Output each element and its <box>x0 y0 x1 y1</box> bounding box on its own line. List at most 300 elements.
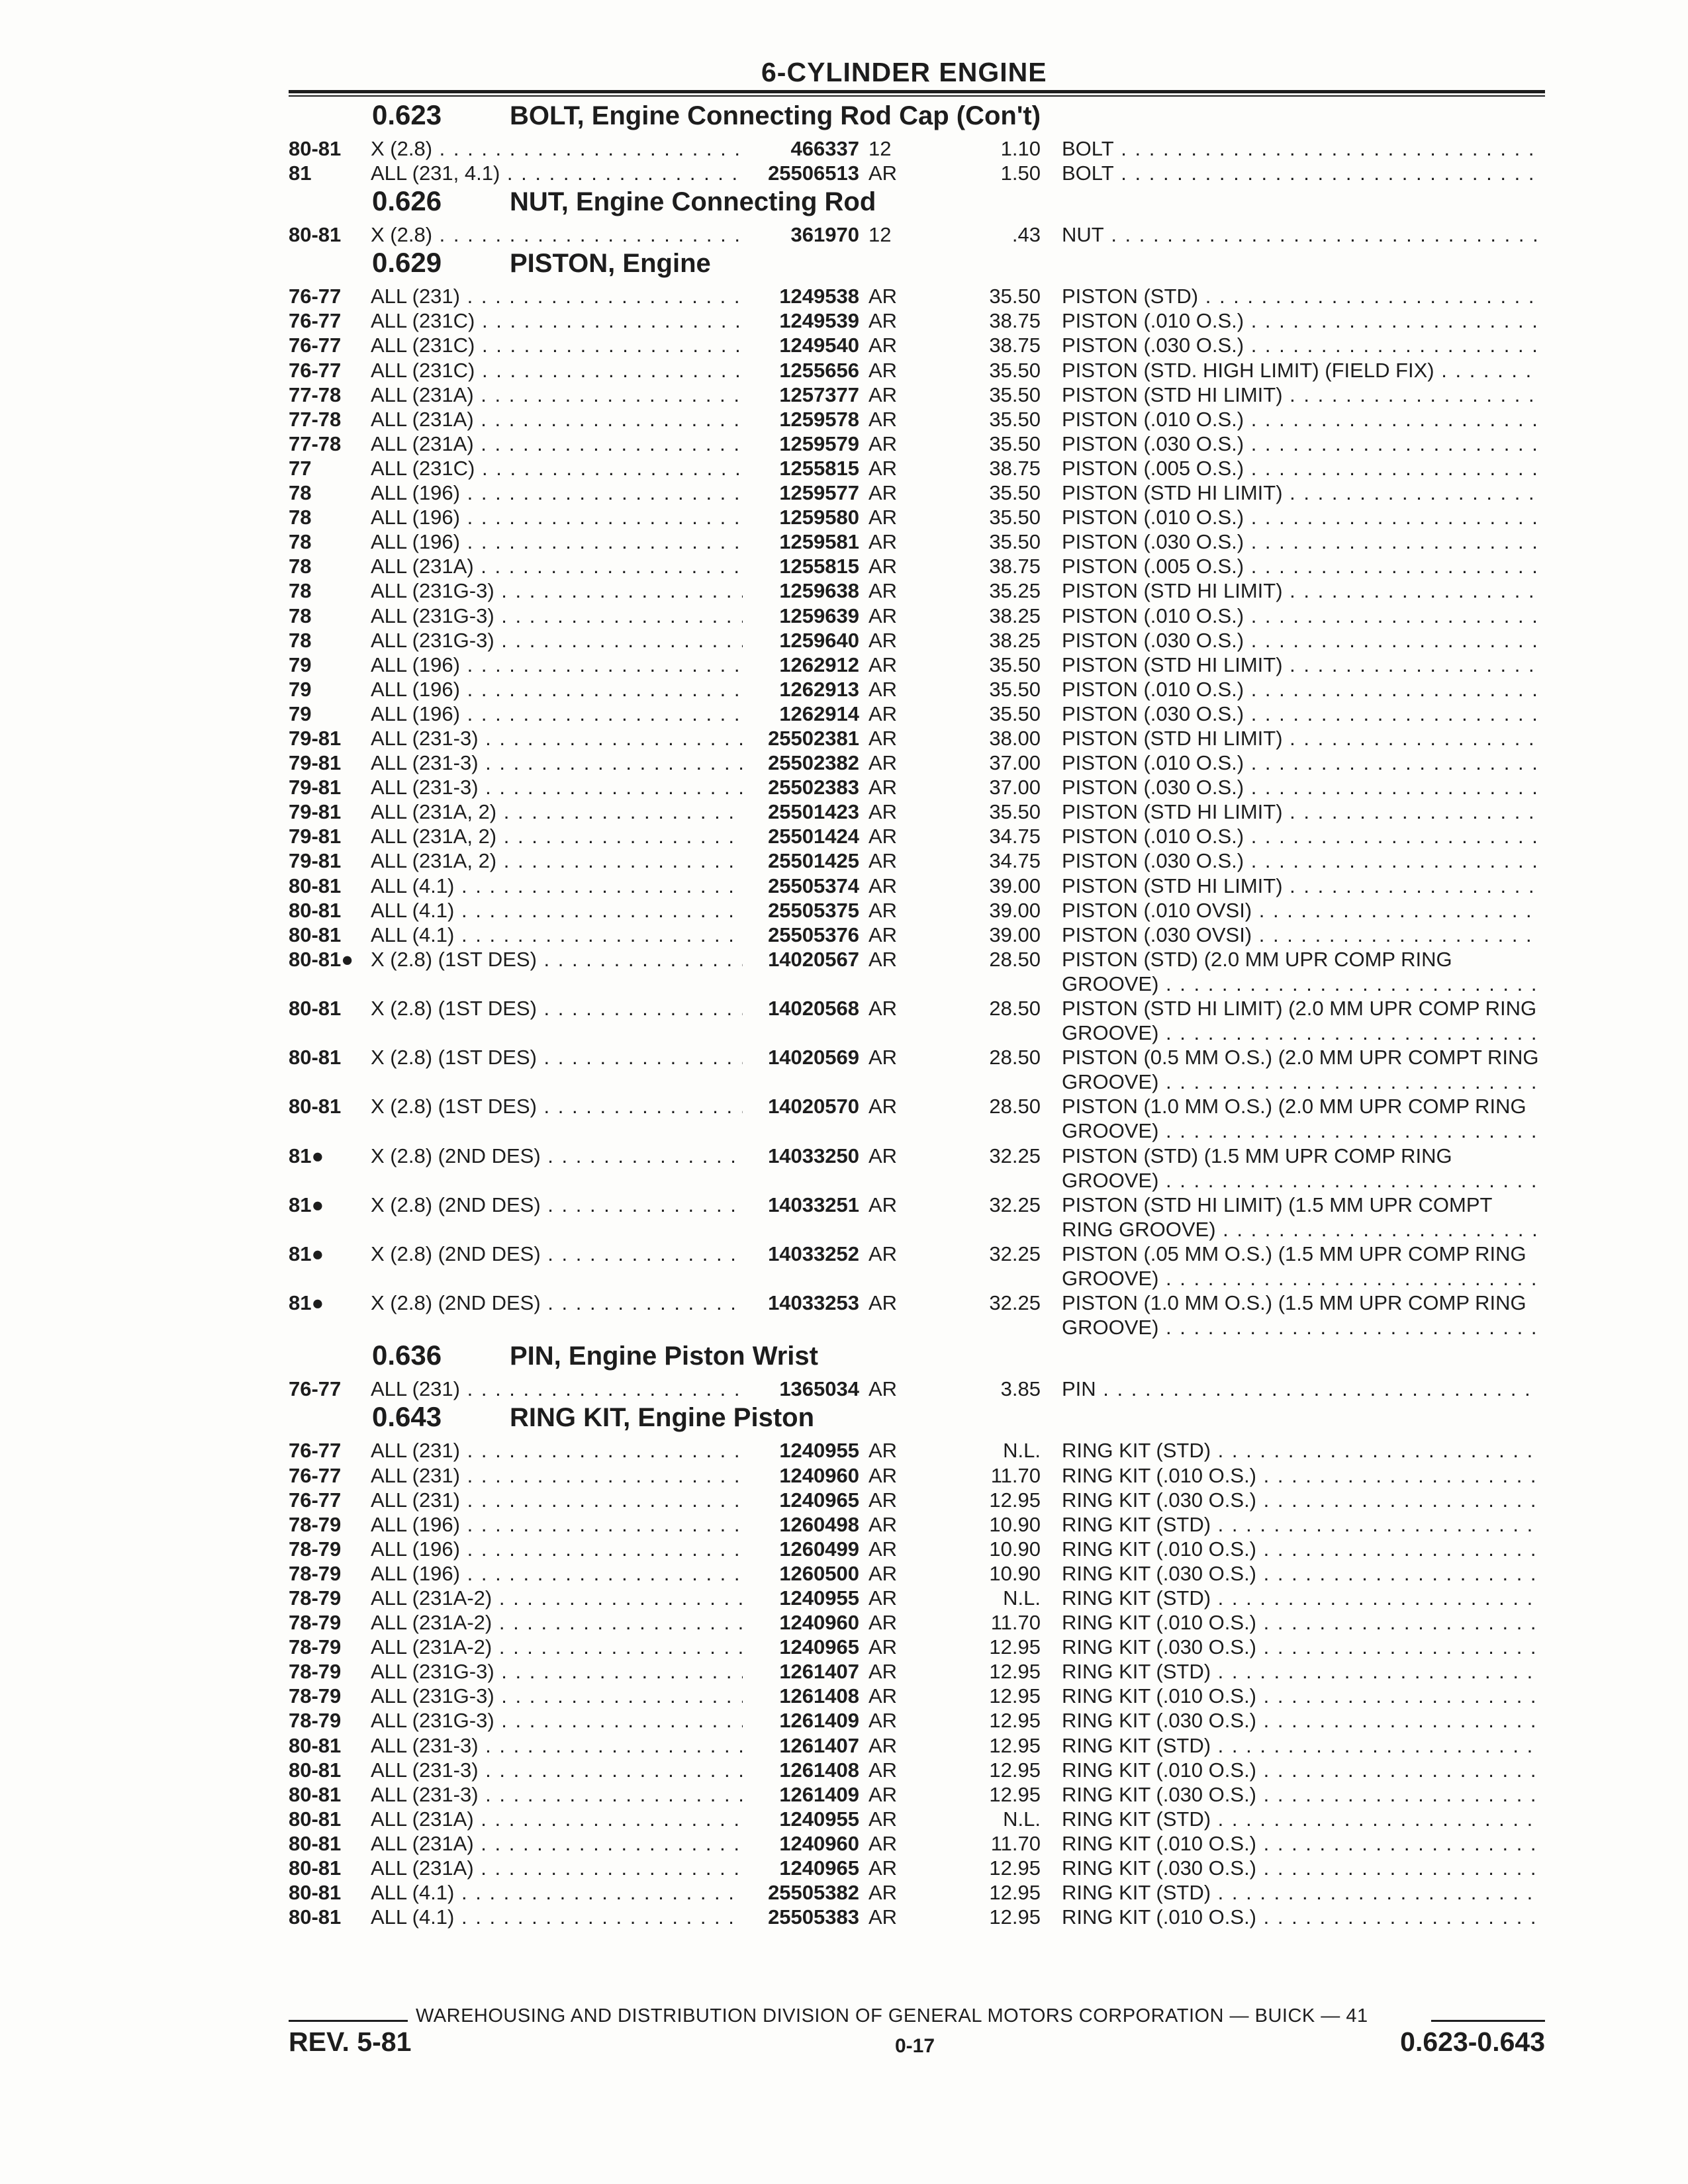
part-description: RING KIT (STD) . . . <box>1062 1733 1545 1758</box>
model-engine: ALL (231C) . . . <box>371 358 743 383</box>
model-year: 78-79 <box>289 1684 342 1708</box>
footer-rule-right <box>1431 2020 1545 2022</box>
quantity: AR <box>868 997 898 1020</box>
parts-row <box>289 1242 1545 1291</box>
part-description: PISTON (.010 O.S.) . . . <box>1062 505 1545 529</box>
group-number: 0.623 <box>372 99 442 130</box>
parts-row <box>289 505 1545 529</box>
model-year: 76-77 <box>289 309 342 333</box>
model-engine: ALL (196) . . . <box>371 677 743 702</box>
quantity: AR <box>868 726 898 750</box>
price: 12.95 <box>989 1782 1041 1806</box>
parts-row <box>289 1463 1545 1488</box>
quantity: AR <box>868 1463 898 1487</box>
quantity: AR <box>868 800 898 824</box>
quantity: AR <box>868 776 898 799</box>
price: 38.25 <box>989 604 1041 627</box>
parts-catalog <box>289 99 1545 1929</box>
quantity: AR <box>868 898 898 922</box>
part-number: 1261407 <box>775 1659 859 1684</box>
parts-row <box>289 824 1545 848</box>
part-description: PISTON (STD) (1.5 MM UPR COMP RING GROOVE) . . . <box>1062 1144 1545 1193</box>
part-number: 1259579 <box>775 432 859 456</box>
model-year: 80-81 <box>289 1758 342 1782</box>
quantity: AR <box>868 947 898 971</box>
part-description: RING KIT (.010 O.S.) . . . <box>1062 1684 1545 1708</box>
part-number: 1255656 <box>775 358 859 383</box>
model-engine: ALL (231C) . . . <box>371 333 743 357</box>
price: 12.95 <box>989 1684 1041 1708</box>
model-year: 79-81 <box>289 751 342 775</box>
parts-row <box>289 1377 1545 1401</box>
price: 35.50 <box>989 506 1041 529</box>
price: 10.90 <box>989 1512 1041 1536</box>
quantity: AR <box>868 1193 898 1216</box>
part-number: 1240965 <box>775 1488 859 1512</box>
parts-row <box>289 1561 1545 1586</box>
part-number: 25502382 <box>764 751 859 775</box>
price: 32.25 <box>989 1291 1041 1315</box>
header-rule <box>289 90 1545 93</box>
model-year: 78 <box>289 604 312 627</box>
model-engine: ALL (196) . . . <box>371 1537 743 1561</box>
part-description: RING KIT (STD) . . . <box>1062 1880 1545 1905</box>
model-engine: ALL (196) . . . <box>371 1561 743 1586</box>
part-description: RING KIT (.010 O.S.) . . . <box>1062 1905 1545 1929</box>
parts-row <box>289 1291 1545 1340</box>
model-engine: ALL (231A-2) . . . <box>371 1586 743 1610</box>
part-description: PISTON (STD) (2.0 MM UPR COMP RING GROOVE) . . . <box>1062 947 1545 996</box>
price: 35.50 <box>989 800 1041 824</box>
model-engine: X (2.8) (1ST DES) . . . <box>371 947 743 972</box>
model-engine: X (2.8) (2ND DES) . . . <box>371 1193 743 1217</box>
model-year: 78-79 <box>289 1709 342 1733</box>
parts-row <box>289 578 1545 603</box>
price: 10.90 <box>989 1561 1041 1585</box>
footer-rule-left <box>289 2020 408 2022</box>
quantity: AR <box>868 1782 898 1806</box>
quantity: AR <box>868 334 898 357</box>
quantity: AR <box>868 849 898 873</box>
model-year: 81● <box>289 1291 324 1315</box>
part-number: 1261409 <box>775 1708 859 1733</box>
price: 32.25 <box>989 1242 1041 1265</box>
price: N.L. <box>1003 1807 1041 1831</box>
quantity: 12 <box>868 223 892 247</box>
quantity: AR <box>868 1831 898 1855</box>
parts-row <box>289 1438 1545 1463</box>
price: 11.70 <box>990 1831 1041 1855</box>
quantity: AR <box>868 383 898 406</box>
part-description: RING KIT (.010 O.S.) . . . <box>1062 1758 1545 1782</box>
part-description: PISTON (.010 O.S.) . . . <box>1062 604 1545 628</box>
model-engine: ALL (231-3) . . . <box>371 775 743 799</box>
part-number: 1255815 <box>775 456 859 480</box>
parts-row <box>289 456 1545 480</box>
quantity: AR <box>868 628 898 652</box>
part-number: 1240955 <box>775 1438 859 1463</box>
parts-row <box>289 1831 1545 1856</box>
quantity: AR <box>868 1291 898 1315</box>
part-number: 14033253 <box>764 1291 859 1315</box>
part-number: 1259580 <box>775 505 859 529</box>
parts-row <box>289 898 1545 923</box>
model-year: 78-79 <box>289 1635 342 1659</box>
part-description: PISTON (.030 O.S.) . . . <box>1062 628 1545 653</box>
model-engine: ALL (231G-3) . . . <box>371 1684 743 1708</box>
part-description: PISTON (.030 O.S.) . . . <box>1062 848 1545 873</box>
model-year: 79-81 <box>289 776 342 799</box>
parts-row <box>289 923 1545 947</box>
price: 35.50 <box>989 432 1041 455</box>
quantity: AR <box>868 825 898 848</box>
model-year: 76-77 <box>289 358 342 382</box>
part-description: RING KIT (.030 O.S.) . . . <box>1062 1488 1545 1512</box>
price: 35.50 <box>989 358 1041 382</box>
quantity: AR <box>868 1586 898 1610</box>
quantity: AR <box>868 874 898 897</box>
quantity: AR <box>868 604 898 627</box>
price: 38.25 <box>989 628 1041 652</box>
parts-row <box>289 1684 1545 1708</box>
price: 35.50 <box>989 481 1041 505</box>
part-number: 14020567 <box>764 947 859 972</box>
parts-row <box>289 1144 1545 1193</box>
quantity: AR <box>868 285 898 308</box>
model-year: 78 <box>289 481 312 505</box>
part-number: 14020570 <box>764 1094 859 1118</box>
model-year: 77-78 <box>289 383 342 406</box>
model-engine: ALL (231) . . . <box>371 1488 743 1512</box>
parts-row <box>289 775 1545 799</box>
price: 35.50 <box>989 702 1041 725</box>
footer-division-text: WAREHOUSING AND DISTRIBUTION DIVISION OF GENERAL MOTORS CORPORATION — BUICK — 41 <box>416 2005 1368 2026</box>
price: .43 <box>1011 223 1041 247</box>
price: 12.95 <box>989 1905 1041 1929</box>
quantity: AR <box>868 1611 898 1635</box>
part-description: PISTON (.030 O.S.) . . . <box>1062 432 1545 456</box>
price: 10.90 <box>989 1537 1041 1561</box>
model-engine: ALL (196) . . . <box>371 702 743 726</box>
model-year: 81● <box>289 1193 324 1216</box>
model-year: 80-81 <box>289 1095 342 1118</box>
model-engine: ALL (231G-3) . . . <box>371 604 743 628</box>
part-description: PISTON (.030 O.S.) . . . <box>1062 529 1545 554</box>
model-engine: ALL (231G-3) . . . <box>371 1708 743 1733</box>
part-description: PISTON (.010 O.S.) . . . <box>1062 751 1545 775</box>
part-description: PISTON (STD. HIGH LIMIT) (FIELD FIX) . . . <box>1062 358 1545 383</box>
part-description: PISTON (.030 O.S.) . . . <box>1062 702 1545 726</box>
group-title: NUT, Engine Connecting Rod <box>510 187 876 217</box>
part-number: 361970 <box>787 222 859 247</box>
parts-row <box>289 383 1545 407</box>
part-description: PIN . . . <box>1062 1377 1545 1401</box>
part-number: 1261408 <box>775 1758 859 1782</box>
group-range: 0.623-0.643 <box>1400 2026 1545 2057</box>
model-engine: ALL (231A) . . . <box>371 1856 743 1880</box>
parts-row <box>289 996 1545 1045</box>
part-number: 14020569 <box>764 1045 859 1069</box>
parts-row <box>289 333 1545 357</box>
quantity: AR <box>868 555 898 578</box>
parts-row <box>289 554 1545 578</box>
part-description: BOLT . . . <box>1062 161 1545 185</box>
model-year: 78 <box>289 628 312 652</box>
parts-row <box>289 1880 1545 1905</box>
part-number: 1259638 <box>775 578 859 603</box>
parts-row <box>289 1856 1545 1880</box>
part-description: RING KIT (.030 O.S.) . . . <box>1062 1708 1545 1733</box>
model-year: 80-81 <box>289 898 342 922</box>
group-heading <box>289 185 1545 222</box>
part-number: 25505374 <box>764 874 859 898</box>
model-year: 76-77 <box>289 1439 342 1463</box>
part-description: PISTON (.010 O.S.) . . . <box>1062 824 1545 848</box>
part-number: 25501423 <box>764 799 859 824</box>
part-description: PISTON (STD HI LIMIT) . . . <box>1062 874 1545 898</box>
part-number: 1240965 <box>775 1856 859 1880</box>
model-year: 79 <box>289 653 312 676</box>
parts-row <box>289 677 1545 702</box>
price: 34.75 <box>989 825 1041 848</box>
model-engine: ALL (231C) . . . <box>371 456 743 480</box>
model-engine: ALL (231A, 2) . . . <box>371 799 743 824</box>
price: 12.95 <box>989 1488 1041 1512</box>
model-year: 80-81 <box>289 137 342 160</box>
price: 32.25 <box>989 1144 1041 1167</box>
part-description: RING KIT (.030 O.S.) . . . <box>1062 1856 1545 1880</box>
model-engine: ALL (196) . . . <box>371 653 743 677</box>
model-year: 80-81 <box>289 997 342 1020</box>
model-year: 81 <box>289 161 312 185</box>
quantity: AR <box>868 1758 898 1782</box>
part-number: 1249539 <box>775 308 859 333</box>
part-number: 1257377 <box>775 383 859 407</box>
part-number: 14033250 <box>764 1144 859 1168</box>
model-year: 80-81 <box>289 1881 342 1905</box>
part-description: PISTON (STD HI LIMIT) (1.5 MM UPR COMPT RING GROOVE) . . . <box>1062 1193 1545 1242</box>
part-description: RING KIT (STD) . . . <box>1062 1586 1545 1610</box>
price: 28.50 <box>989 997 1041 1020</box>
model-year: 76-77 <box>289 285 342 308</box>
parts-row <box>289 947 1545 996</box>
price: 12.95 <box>989 1758 1041 1782</box>
quantity: AR <box>868 1488 898 1512</box>
part-description: PISTON (STD HI LIMIT) . . . <box>1062 653 1545 677</box>
model-engine: ALL (231) . . . <box>371 1438 743 1463</box>
model-engine: ALL (231) . . . <box>371 1377 743 1401</box>
quantity: AR <box>868 1512 898 1536</box>
price: N.L. <box>1003 1586 1041 1610</box>
model-year: 80-81 <box>289 223 342 247</box>
part-description: RING KIT (.010 O.S.) . . . <box>1062 1463 1545 1488</box>
part-description: PISTON (.030 O.S.) . . . <box>1062 333 1545 357</box>
part-number: 25505376 <box>764 923 859 947</box>
model-engine: X (2.8) . . . <box>371 222 743 247</box>
part-description: PISTON (.05 MM O.S.) (1.5 MM UPR COMP RING GROOVE) . . . <box>1062 1242 1545 1291</box>
part-number: 1240960 <box>775 1831 859 1856</box>
price: 11.70 <box>990 1463 1041 1487</box>
part-number: 1259640 <box>775 628 859 653</box>
model-engine: ALL (196) . . . <box>371 480 743 505</box>
price: 38.75 <box>989 456 1041 480</box>
part-description: PISTON (.030 OVSI) . . . <box>1062 923 1545 947</box>
group-heading <box>289 1401 1545 1438</box>
parts-row <box>289 726 1545 751</box>
model-year: 78 <box>289 506 312 529</box>
quantity: AR <box>868 579 898 603</box>
model-year: 80-81● <box>289 947 354 971</box>
parts-row <box>289 432 1545 456</box>
model-year: 80-81 <box>289 874 342 897</box>
parts-row <box>289 628 1545 653</box>
group-heading <box>289 1340 1545 1377</box>
part-description: PISTON (STD HI LIMIT) . . . <box>1062 383 1545 407</box>
price: 37.00 <box>989 751 1041 775</box>
model-year: 79 <box>289 702 312 725</box>
group-heading <box>289 99 1545 136</box>
model-engine: ALL (231G-3) . . . <box>371 1659 743 1684</box>
model-engine: ALL (231-3) . . . <box>371 751 743 775</box>
group-number: 0.629 <box>372 247 442 279</box>
quantity: AR <box>868 1046 898 1069</box>
part-description: RING KIT (.010 O.S.) . . . <box>1062 1831 1545 1856</box>
model-engine: ALL (4.1) . . . <box>371 1905 743 1929</box>
model-engine: X (2.8) (2ND DES) . . . <box>371 1242 743 1266</box>
price: 12.95 <box>989 1733 1041 1757</box>
part-number: 25505382 <box>764 1880 859 1905</box>
parts-row <box>289 1094 1545 1143</box>
quantity: AR <box>868 1242 898 1265</box>
model-year: 79 <box>289 677 312 701</box>
group-title: PIN, Engine Piston Wrist <box>510 1342 818 1371</box>
model-year: 78 <box>289 530 312 554</box>
price: 12.95 <box>989 1881 1041 1905</box>
model-year: 80-81 <box>289 1856 342 1880</box>
part-number: 1259581 <box>775 529 859 554</box>
model-year: 80-81 <box>289 1733 342 1757</box>
model-engine: ALL (231G-3) . . . <box>371 578 743 603</box>
quantity: AR <box>868 1684 898 1708</box>
model-engine: ALL (231A-2) . . . <box>371 1635 743 1659</box>
quantity: AR <box>868 677 898 701</box>
quantity: AR <box>868 1635 898 1659</box>
part-description: PISTON (.010 O.S.) . . . <box>1062 308 1545 333</box>
price: 32.25 <box>989 1193 1041 1216</box>
price: 38.75 <box>989 334 1041 357</box>
part-description: RING KIT (.010 O.S.) . . . <box>1062 1610 1545 1635</box>
part-number: 1261407 <box>775 1733 859 1758</box>
parts-row <box>289 1610 1545 1635</box>
quantity: AR <box>868 1905 898 1929</box>
parts-row <box>289 222 1545 247</box>
parts-row <box>289 284 1545 308</box>
model-engine: ALL (4.1) . . . <box>371 923 743 947</box>
model-year: 80-81 <box>289 1782 342 1806</box>
model-year: 81● <box>289 1242 324 1265</box>
quantity: AR <box>868 432 898 455</box>
part-number: 25501425 <box>764 848 859 873</box>
part-number: 1240955 <box>775 1807 859 1831</box>
parts-row <box>289 653 1545 677</box>
model-engine: ALL (231A) . . . <box>371 554 743 578</box>
part-description: PISTON (STD) . . . <box>1062 284 1545 308</box>
quantity: AR <box>868 161 898 185</box>
part-number: 1240965 <box>775 1635 859 1659</box>
model-year: 79-81 <box>289 825 342 848</box>
model-year: 76-77 <box>289 1488 342 1512</box>
model-year: 76-77 <box>289 334 342 357</box>
parts-row <box>289 1782 1545 1807</box>
part-description: PISTON (STD HI LIMIT) (2.0 MM UPR COMP RING GROOVE) . . . <box>1062 996 1545 1045</box>
price: 35.50 <box>989 530 1041 554</box>
quantity: AR <box>868 653 898 676</box>
model-engine: ALL (231A) . . . <box>371 383 743 407</box>
part-number: 1240960 <box>775 1610 859 1635</box>
model-year: 80-81 <box>289 1807 342 1831</box>
part-number: 1260498 <box>775 1512 859 1537</box>
parts-row <box>289 358 1545 383</box>
part-description: PISTON (.010 OVSI) . . . <box>1062 898 1545 923</box>
part-number: 1259577 <box>775 480 859 505</box>
part-description: PISTON (1.0 MM O.S.) (2.0 MM UPR COMP RING GROOVE) . . . <box>1062 1094 1545 1143</box>
part-number: 25502383 <box>764 775 859 799</box>
model-engine: ALL (231G-3) . . . <box>371 628 743 653</box>
part-number: 14033252 <box>764 1242 859 1266</box>
group-number: 0.626 <box>372 185 442 217</box>
part-description: PISTON (STD HI LIMIT) . . . <box>1062 480 1545 505</box>
price: 38.75 <box>989 309 1041 333</box>
price: 1.50 <box>1000 161 1041 185</box>
price: 1.10 <box>1000 137 1041 160</box>
parts-row <box>289 1635 1545 1659</box>
price: 28.50 <box>989 947 1041 971</box>
part-description: PISTON (.030 O.S.) . . . <box>1062 775 1545 799</box>
model-year: 79-81 <box>289 800 342 824</box>
parts-row <box>289 799 1545 824</box>
page-title: 6-CYLINDER ENGINE <box>761 57 1047 87</box>
parts-row <box>289 1488 1545 1512</box>
quantity: AR <box>868 702 898 725</box>
model-engine: ALL (231) . . . <box>371 284 743 308</box>
model-engine: ALL (4.1) . . . <box>371 898 743 923</box>
price: 12.95 <box>989 1856 1041 1880</box>
part-number: 1365034 <box>775 1377 859 1401</box>
price: 37.00 <box>989 776 1041 799</box>
part-description: RING KIT (STD) . . . <box>1062 1512 1545 1537</box>
model-engine: ALL (231A) . . . <box>371 1807 743 1831</box>
part-number: 1260500 <box>775 1561 859 1586</box>
part-description: PISTON (1.0 MM O.S.) (1.5 MM UPR COMP RING GROOVE) . . . <box>1062 1291 1545 1340</box>
part-number: 1262913 <box>775 677 859 702</box>
model-year: 79-81 <box>289 726 342 750</box>
model-year: 76-77 <box>289 1377 342 1401</box>
model-year: 78-79 <box>289 1660 342 1684</box>
parts-row <box>289 1758 1545 1782</box>
model-engine: ALL (231-3) . . . <box>371 726 743 751</box>
quantity: AR <box>868 1807 898 1831</box>
part-number: 1259639 <box>775 604 859 628</box>
part-number: 1240960 <box>775 1463 859 1488</box>
parts-row <box>289 136 1545 161</box>
model-engine: ALL (231A) . . . <box>371 407 743 432</box>
revision-label: REV. 5-81 <box>289 2026 412 2057</box>
quantity: AR <box>868 923 898 946</box>
model-engine: ALL (231, 4.1) . . . <box>371 161 743 185</box>
part-description: PISTON (.010 O.S.) . . . <box>1062 407 1545 432</box>
model-year: 78-79 <box>289 1586 342 1610</box>
model-engine: ALL (231C) . . . <box>371 308 743 333</box>
